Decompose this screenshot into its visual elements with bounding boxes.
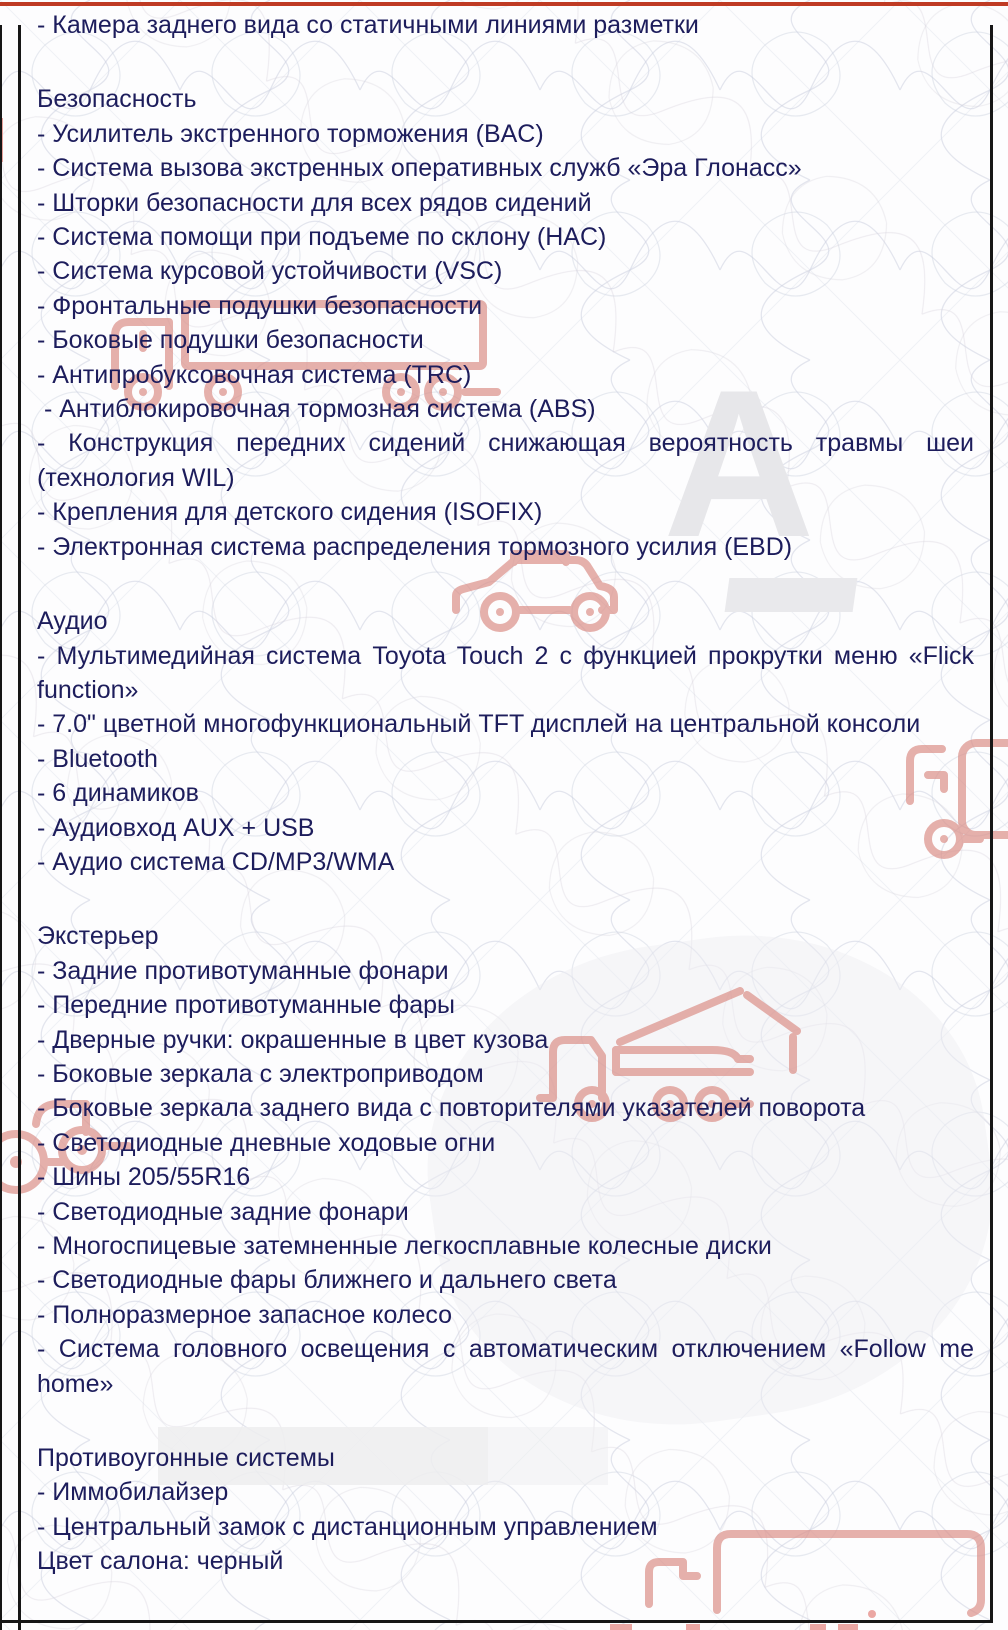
spec-line: - Шторки безопасности для всех рядов сидений [37, 188, 592, 217]
section-title: Аудио [37, 607, 108, 636]
spec-line: - Конструкция передних сидений снижающая вероятность травмы шеи [37, 429, 974, 458]
section-title: Противоугонные системы [37, 1444, 335, 1473]
spec-line: Цвет салона: черный [37, 1547, 284, 1576]
spec-line: - Боковые подушки безопасности [37, 326, 424, 355]
section-1 [37, 82, 974, 564]
spec-line: - Bluetooth [37, 744, 158, 773]
cropped-watermark-fragments [0, 1606, 1008, 1630]
spec-line: - Система вызова экстренных оперативных служб «Эра Глонасс» [37, 154, 802, 183]
top-red-rule [0, 2, 1008, 6]
spec-line: - Аудиовход AUX + USB [37, 813, 315, 842]
spec-line: - Мультимедийная система Toyota Touch 2 с функцией прокрутки меню «Flick [37, 641, 974, 670]
section-4 [37, 1441, 974, 1579]
spec-line: - Иммобилайзер [37, 1478, 229, 1507]
section-3 [37, 919, 974, 1401]
spec-line: - Шины 205/55R16 [37, 1163, 251, 1192]
spec-line: - Задние противотуманные фонари [37, 956, 449, 985]
spec-line: - Усилитель экстренного торможения (BAC) [37, 119, 544, 148]
spec-line: - Светодиодные дневные ходовые огни [37, 1128, 496, 1157]
spec-line: - Фронтальные подушки безопасности [37, 291, 483, 320]
spec-line: - Боковые зеркала с электроприводом [37, 1059, 484, 1088]
spec-line: - Антипробуксовочная система (TRC) [37, 360, 472, 389]
spec-line: - Светодиодные фары ближнего и дальнего света [37, 1266, 617, 1295]
section-title: Безопасность [37, 85, 197, 114]
svg-text:A: A [663, 368, 815, 558]
table-border-left [18, 25, 21, 1630]
table-border-left-edge [0, 25, 2, 1630]
spec-line: - Дверные ручки: окрашенные в цвет кузова [37, 1025, 549, 1054]
spec-line: - 6 динамиков [37, 779, 199, 808]
spec-line: - Камера заднего вида со статичными линиями разметки [37, 11, 699, 39]
spec-line: - Система курсовой устойчивости (VSC) [37, 257, 503, 286]
spec-line: home» [37, 1369, 114, 1398]
spec-line: - Аудио система CD/MP3/WMA [37, 847, 395, 876]
spec-line: - Крепления для детского сидения (ISOFIX) [37, 498, 543, 527]
spec-line: - Передние противотуманные фары [37, 991, 455, 1020]
spec-line: (технология WIL) [37, 463, 235, 492]
spec-line: - Антиблокировочная тормозная система (ABS) [37, 395, 596, 424]
section-title: Экстерьер [37, 922, 159, 951]
spec-line: - Боковые зеркала заднего вида с повторителями указателей поворота [37, 1094, 866, 1123]
spec-line: - Светодиодные задние фонари [37, 1197, 409, 1226]
spec-line: - Электронная система распределения тормозного усилия (EBD) [37, 532, 793, 561]
spec-line: - Система помощи при подъеме по склону (HAC) [37, 223, 607, 252]
spec-line: - Многоспицевые затемненные легкосплавные колесные диски [37, 1232, 772, 1260]
spec-line: - 7.0" цветной многофункциональный TFT дисплей на центральной консоли [37, 710, 921, 739]
spec-line: - Полноразмерное запасное колесо [37, 1300, 453, 1329]
spec-line: function» [37, 675, 139, 704]
section-intro [37, 8, 974, 42]
table-border-right [990, 25, 993, 1623]
section-2 [37, 604, 974, 879]
table-border-bottom [0, 1620, 993, 1623]
spec-line: - Система головного освещения с автоматическим отключением «Follow me [37, 1335, 974, 1364]
spec-text [37, 8, 974, 1579]
spec-line: - Центральный замок с дистанционным управлением [37, 1512, 658, 1541]
